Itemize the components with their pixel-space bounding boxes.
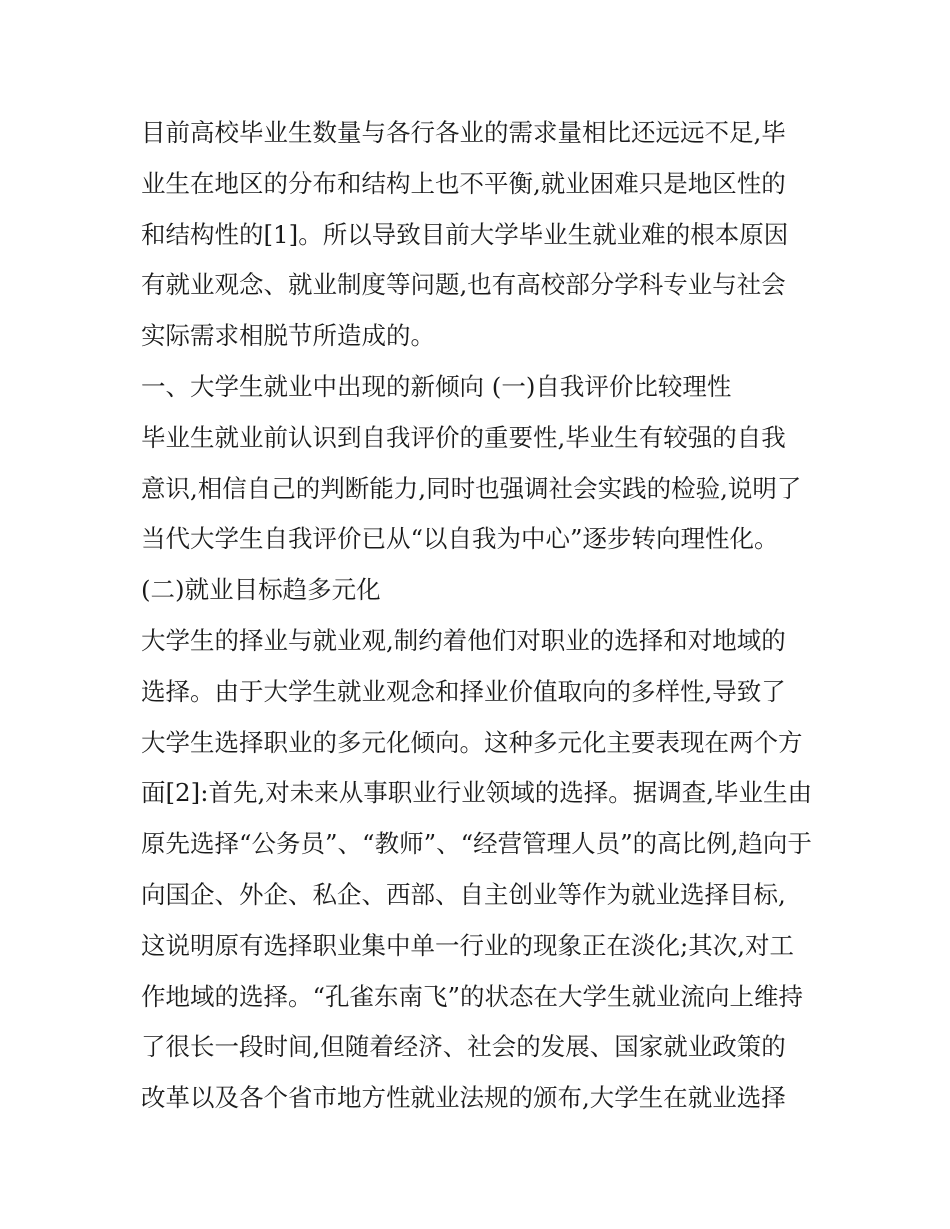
- text-line: 有就业观念、就业制度等问题,也有高校部分学科专业与社会: [141, 270, 786, 300]
- text-line: 了很长一段时间,但随着经济、社会的发展、国家就业政策的: [141, 1032, 786, 1062]
- text-line: 业生在地区的分布和结构上也不平衡,就业困难只是地区性的: [141, 168, 786, 198]
- text-line: 这说明原有选择职业集中单一行业的现象正在淡化;其次,对工: [141, 930, 795, 960]
- text-line: 意识,相信自己的判断能力,同时也强调社会实践的检验,说明了: [141, 473, 802, 503]
- text-line: 大学生选择职业的多元化倾向。这种多元化主要表现在两个方: [141, 727, 803, 757]
- text-line: 大学生的择业与就业观,制约着他们对职业的选择和对地域的: [141, 625, 786, 655]
- text-line: 当代大学生自我评价已从“以自我为中心”逐步转向理性化。: [141, 524, 779, 554]
- text-line: 目前高校毕业生数量与各行各业的需求量相比还远远不足,毕: [141, 118, 786, 147]
- text-line: 选择。由于大学生就业观念和择业价值取向的多样性,导致了: [141, 676, 786, 706]
- text-line: 面[2]:首先,对未来从事职业行业领域的选择。据调查,毕业生由: [141, 778, 813, 808]
- text-line: 作地域的选择。“孔雀东南飞”的状态在大学生就业流向上维持: [141, 981, 804, 1011]
- body-text: [141, 108, 821, 1124]
- text-line: 实际需求相脱节所造成的。: [141, 321, 435, 351]
- section-heading: 一、大学生就业中出现的新倾向 (一)自我评价比较理性: [141, 371, 732, 401]
- text-line: 毕业生就业前认识到自我评价的重要性,毕业生有较强的自我: [141, 422, 786, 452]
- text-line: 改革以及各个省市地方性就业法规的颁布,大学生在就业选择: [141, 1083, 786, 1113]
- text-line: 原先选择“公务员”、“教师”、“经营管理人员”的高比例,趋向于: [141, 829, 812, 859]
- text-line: 和结构性的[1]。所以导致目前大学毕业生就业难的根本原因: [141, 219, 789, 249]
- subsection-heading: (二)就业目标趋多元化: [141, 575, 381, 605]
- text-line: 向国企、外企、私企、西部、自主创业等作为就业选择目标,: [141, 879, 786, 909]
